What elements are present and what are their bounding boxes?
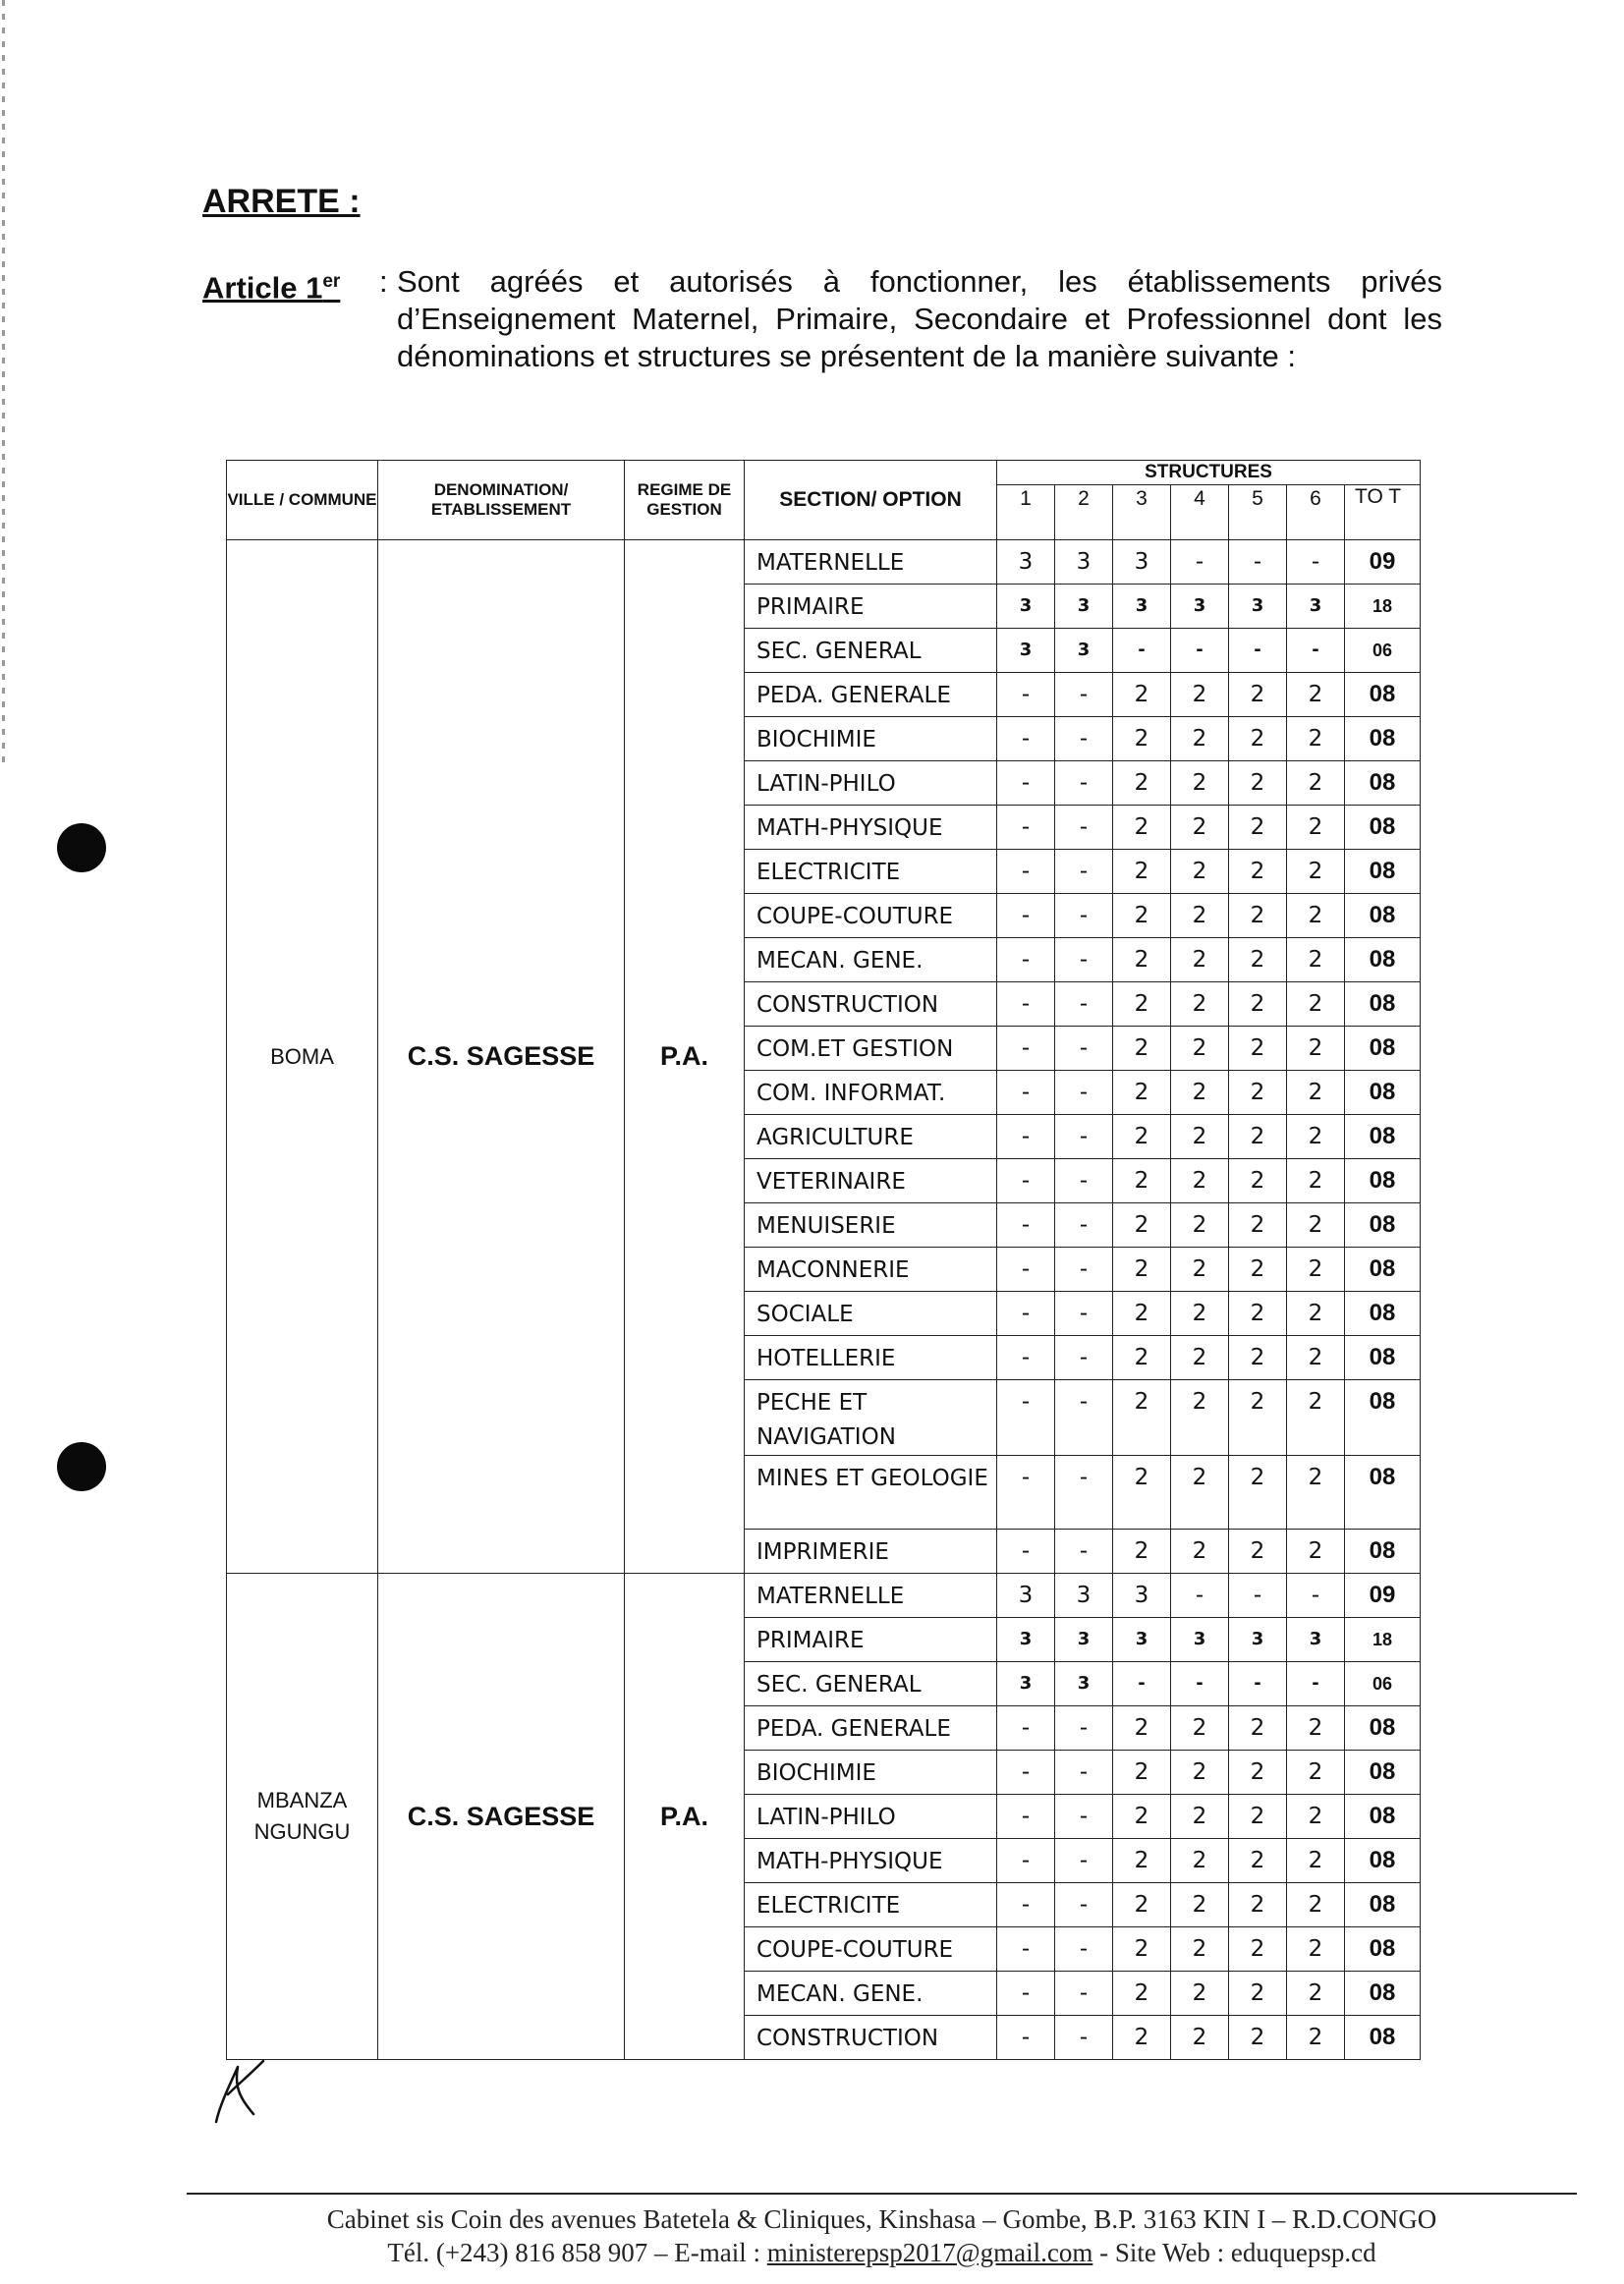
level-value: - <box>997 1839 1055 1883</box>
level-value: 3 <box>997 585 1055 629</box>
level-value: 2 <box>1171 1115 1229 1159</box>
section-option: LATIN-PHILO <box>745 761 997 806</box>
level-value: 3 <box>1287 1618 1345 1662</box>
level-value: - <box>1055 1530 1113 1574</box>
level-value: 2 <box>1171 2016 1229 2060</box>
level-value: - <box>997 1972 1055 2016</box>
article-colon: : <box>379 264 388 299</box>
level-value: 2 <box>1229 717 1287 761</box>
level-value: - <box>1055 1071 1113 1115</box>
level-value: 3 <box>997 629 1055 673</box>
level-value: - <box>1055 1159 1113 1203</box>
level-value: 2 <box>1113 1203 1171 1248</box>
section-option: PEDA. GENERALE <box>745 1706 997 1751</box>
total-value: 08 <box>1345 894 1421 938</box>
level-value: 2 <box>1113 806 1171 850</box>
section-option: PRIMAIRE <box>745 585 997 629</box>
level-value: 2 <box>1113 2016 1171 2060</box>
level-value: - <box>997 850 1055 894</box>
level-value: - <box>1055 1972 1113 2016</box>
group-ville: BOMA <box>227 540 378 1574</box>
level-value: - <box>1055 1751 1113 1795</box>
level-value: 2 <box>1171 1530 1229 1574</box>
level-value: 2 <box>1229 1530 1287 1574</box>
section-option: COUPE-COUTURE <box>745 1927 997 1972</box>
header-level: 2 <box>1055 485 1113 540</box>
level-value: 2 <box>1171 894 1229 938</box>
level-value: 2 <box>1113 1292 1171 1336</box>
total-value: 08 <box>1345 982 1421 1027</box>
level-value: 2 <box>1287 2016 1345 2060</box>
level-value: - <box>1055 2016 1113 2060</box>
section-option: MATERNELLE <box>745 540 997 585</box>
total-value: 08 <box>1345 1380 1421 1456</box>
level-value: 2 <box>1113 1795 1171 1839</box>
group-regime: P.A. <box>625 540 745 1574</box>
total-value: 08 <box>1345 806 1421 850</box>
level-value: - <box>1171 540 1229 585</box>
group-denomination: C.S. SAGESSE <box>378 540 625 1574</box>
section-option: MATERNELLE <box>745 1574 997 1618</box>
total-value: 08 <box>1345 1839 1421 1883</box>
total-value: 08 <box>1345 1292 1421 1336</box>
level-value: - <box>1055 1927 1113 1972</box>
level-value: - <box>997 1027 1055 1071</box>
level-value: 2 <box>1287 1115 1345 1159</box>
level-value: - <box>1171 629 1229 673</box>
level-value: 3 <box>997 540 1055 585</box>
header-denomination: DENOMINATION/ ETABLISSEMENT <box>378 461 625 540</box>
level-value: 2 <box>1113 894 1171 938</box>
level-value: 2 <box>1287 1159 1345 1203</box>
level-value: 2 <box>1113 1706 1171 1751</box>
level-value: 3 <box>1055 540 1113 585</box>
level-value: - <box>997 1292 1055 1336</box>
level-value: 2 <box>1229 1071 1287 1115</box>
total-value: 08 <box>1345 938 1421 982</box>
total-value: 08 <box>1345 1115 1421 1159</box>
level-value: 2 <box>1229 1248 1287 1292</box>
level-value: 2 <box>1113 1883 1171 1927</box>
level-value: 2 <box>1113 673 1171 717</box>
level-value: 2 <box>1229 806 1287 850</box>
level-value: - <box>1287 629 1345 673</box>
level-value: - <box>1055 1292 1113 1336</box>
total-value: 09 <box>1345 540 1421 585</box>
level-value: - <box>1055 1795 1113 1839</box>
level-value: 2 <box>1287 1456 1345 1530</box>
total-value: 08 <box>1345 1159 1421 1203</box>
level-value: 2 <box>1287 1706 1345 1751</box>
level-value: - <box>1229 540 1287 585</box>
level-value: 2 <box>1287 1883 1345 1927</box>
level-value: 2 <box>1287 1927 1345 1972</box>
level-value: 3 <box>1113 540 1171 585</box>
section-option: PEDA. GENERALE <box>745 673 997 717</box>
level-value: 2 <box>1113 938 1171 982</box>
level-value: 2 <box>1287 1248 1345 1292</box>
level-value: 2 <box>1229 982 1287 1027</box>
level-value: 2 <box>1171 1071 1229 1115</box>
level-value: - <box>1055 1456 1113 1530</box>
level-value: - <box>1055 806 1113 850</box>
section-option: MACONNERIE <box>745 1248 997 1292</box>
level-value: - <box>1113 1662 1171 1706</box>
total-value: 08 <box>1345 1972 1421 2016</box>
level-value: - <box>1055 1115 1113 1159</box>
section-option: ELECTRICITE <box>745 850 997 894</box>
scan-edge <box>2 0 5 766</box>
header-level: 5 <box>1229 485 1287 540</box>
level-value: 2 <box>1113 1336 1171 1380</box>
level-value: 2 <box>1113 1839 1171 1883</box>
level-value: 2 <box>1171 673 1229 717</box>
header-structures: STRUCTURES <box>997 461 1421 485</box>
section-option: ELECTRICITE <box>745 1883 997 1927</box>
section-option: COUPE-COUTURE <box>745 894 997 938</box>
level-value: 2 <box>1287 1380 1345 1456</box>
header-total: TO T <box>1345 485 1421 540</box>
level-value: - <box>1055 1883 1113 1927</box>
level-value: 2 <box>1229 1883 1287 1927</box>
total-value: 06 <box>1345 629 1421 673</box>
level-value: - <box>997 1159 1055 1203</box>
level-value: 2 <box>1229 761 1287 806</box>
level-value: 2 <box>1113 1751 1171 1795</box>
section-option: SEC. GENERAL <box>745 1662 997 1706</box>
article-text: Sont agréés et autorisés à fonctionner, les établissements privés d’Enseignement Maternel, Primaire, Secondaire et Professionnel dont les dénominations et structures se présentent de la manière suivante : <box>397 264 1442 373</box>
total-value: 08 <box>1345 761 1421 806</box>
total-value: 06 <box>1345 1662 1421 1706</box>
level-value: 2 <box>1229 1972 1287 2016</box>
level-value: 2 <box>1171 1292 1229 1336</box>
level-value: - <box>997 806 1055 850</box>
level-value: - <box>1055 717 1113 761</box>
level-value: 3 <box>1055 1662 1113 1706</box>
level-value: - <box>997 1115 1055 1159</box>
level-value: - <box>997 938 1055 982</box>
total-value: 09 <box>1345 1574 1421 1618</box>
total-value: 08 <box>1345 1530 1421 1574</box>
level-value: 2 <box>1287 1530 1345 1574</box>
level-value: - <box>1055 673 1113 717</box>
section-option: SEC. GENERAL <box>745 629 997 673</box>
level-value: 2 <box>1171 1927 1229 1972</box>
level-value: 2 <box>1229 938 1287 982</box>
level-value: - <box>997 1380 1055 1456</box>
level-value: 2 <box>1287 1839 1345 1883</box>
level-value: 2 <box>1287 850 1345 894</box>
level-value: 2 <box>1171 1027 1229 1071</box>
level-value: 2 <box>1287 1027 1345 1071</box>
level-value: 2 <box>1171 1456 1229 1530</box>
level-value: 2 <box>1171 850 1229 894</box>
level-value: 2 <box>1113 761 1171 806</box>
section-option: MATH-PHYSIQUE <box>745 806 997 850</box>
level-value: 2 <box>1229 1839 1287 1883</box>
level-value: 2 <box>1113 1159 1171 1203</box>
level-value: 2 <box>1113 1115 1171 1159</box>
level-value: 2 <box>1171 806 1229 850</box>
level-value: - <box>997 1883 1055 1927</box>
level-value: 2 <box>1113 1027 1171 1071</box>
punch-hole <box>57 1442 106 1491</box>
level-value: 2 <box>1171 1883 1229 1927</box>
section-option: MINES ET GEOLOGIE <box>745 1456 997 1530</box>
level-value: 2 <box>1229 1706 1287 1751</box>
level-value: 3 <box>1229 585 1287 629</box>
group-denomination: C.S. SAGESSE <box>378 1574 625 2060</box>
group-regime: P.A. <box>625 1574 745 2060</box>
footer-contact: Tél. (+243) 816 858 907 – E-mail : ministerepsp2017@gmail.com - Site Web : eduquepsp.cd <box>387 2238 1376 2267</box>
table-row <box>227 540 1421 585</box>
level-value: 2 <box>1171 938 1229 982</box>
level-value: 2 <box>1229 1927 1287 1972</box>
level-value: - <box>1055 938 1113 982</box>
level-value: 2 <box>1229 1203 1287 1248</box>
level-value: 2 <box>1113 1071 1171 1115</box>
level-value: - <box>997 982 1055 1027</box>
level-value: - <box>997 1927 1055 1972</box>
total-value: 18 <box>1345 1618 1421 1662</box>
level-value: 3 <box>1287 585 1345 629</box>
level-value: 2 <box>1113 1530 1171 1574</box>
total-value: 08 <box>1345 2016 1421 2060</box>
level-value: 2 <box>1229 1751 1287 1795</box>
level-value: 2 <box>1229 1115 1287 1159</box>
level-value: 2 <box>1229 673 1287 717</box>
header-level: 1 <box>997 485 1055 540</box>
section-option: MENUISERIE <box>745 1203 997 1248</box>
level-value: - <box>1055 1706 1113 1751</box>
section-option: SOCIALE <box>745 1292 997 1336</box>
level-value: - <box>997 1456 1055 1530</box>
level-value: 2 <box>1287 806 1345 850</box>
level-value: 2 <box>1229 1380 1287 1456</box>
level-value: 3 <box>1055 1618 1113 1662</box>
section-option: MATH-PHYSIQUE <box>745 1839 997 1883</box>
structures-table <box>226 460 1421 2060</box>
footer-email[interactable]: ministerepsp2017@gmail.com <box>766 2238 1093 2267</box>
level-value: - <box>1055 1839 1113 1883</box>
level-value: - <box>1229 1662 1287 1706</box>
level-value: 2 <box>1287 982 1345 1027</box>
level-value: 3 <box>1055 585 1113 629</box>
total-value: 08 <box>1345 1883 1421 1927</box>
section-option: COM. INFORMAT. <box>745 1071 997 1115</box>
level-value: 2 <box>1171 1203 1229 1248</box>
level-value: 3 <box>997 1574 1055 1618</box>
punch-hole <box>57 823 106 872</box>
level-value: - <box>1055 761 1113 806</box>
level-value: 2 <box>1287 1972 1345 2016</box>
level-value: - <box>1113 629 1171 673</box>
total-value: 08 <box>1345 673 1421 717</box>
header-regime: REGIME DE GESTION <box>625 461 745 540</box>
level-value: - <box>1287 1574 1345 1618</box>
total-value: 08 <box>1345 1751 1421 1795</box>
footer-address: Cabinet sis Coin des avenues Batetela & Cliniques, Kinshasa – Gombe, B.P. 3163 KIN I – R.D.CONGO <box>326 2204 1437 2234</box>
paraph-mark <box>208 2055 267 2126</box>
level-value: 3 <box>1113 1574 1171 1618</box>
header-level: 4 <box>1171 485 1229 540</box>
level-value: - <box>1229 1574 1287 1618</box>
total-value: 08 <box>1345 1706 1421 1751</box>
total-value: 08 <box>1345 850 1421 894</box>
header-section: SECTION/ OPTION <box>745 461 997 540</box>
level-value: 2 <box>1287 1292 1345 1336</box>
level-value: 3 <box>1171 585 1229 629</box>
section-option: BIOCHIMIE <box>745 717 997 761</box>
header-level: 3 <box>1113 485 1171 540</box>
level-value: - <box>997 1795 1055 1839</box>
level-value: 2 <box>1287 894 1345 938</box>
section-option: CONSTRUCTION <box>745 2016 997 2060</box>
total-value: 08 <box>1345 1927 1421 1972</box>
level-value: - <box>997 1706 1055 1751</box>
level-value: 3 <box>1229 1618 1287 1662</box>
total-value: 08 <box>1345 1248 1421 1292</box>
level-value: 2 <box>1229 1292 1287 1336</box>
level-value: 2 <box>1229 1336 1287 1380</box>
level-value: 2 <box>1171 1839 1229 1883</box>
level-value: - <box>997 761 1055 806</box>
total-value: 08 <box>1345 1456 1421 1530</box>
article-1 <box>202 263 1442 375</box>
level-value: 2 <box>1113 1456 1171 1530</box>
level-value: 2 <box>1287 1751 1345 1795</box>
level-value: 2 <box>1229 1795 1287 1839</box>
level-value: - <box>1229 629 1287 673</box>
section-option: MECAN. GENE. <box>745 938 997 982</box>
level-value: - <box>1055 1203 1113 1248</box>
level-value: 3 <box>1055 629 1113 673</box>
section-option: MECAN. GENE. <box>745 1972 997 2016</box>
level-value: 2 <box>1287 717 1345 761</box>
level-value: 2 <box>1229 894 1287 938</box>
level-value: 3 <box>1055 1574 1113 1618</box>
level-value: 2 <box>1171 1248 1229 1292</box>
level-value: 2 <box>1113 982 1171 1027</box>
section-option: CONSTRUCTION <box>745 982 997 1027</box>
level-value: - <box>1055 850 1113 894</box>
level-value: - <box>1171 1574 1229 1618</box>
level-value: 3 <box>1171 1618 1229 1662</box>
section-option: COM.ET GESTION <box>745 1027 997 1071</box>
level-value: - <box>997 1248 1055 1292</box>
total-value: 18 <box>1345 585 1421 629</box>
level-value: 3 <box>1113 1618 1171 1662</box>
level-value: 2 <box>1171 1706 1229 1751</box>
level-value: 2 <box>1287 761 1345 806</box>
section-option: LATIN-PHILO <box>745 1795 997 1839</box>
level-value: 2 <box>1171 1795 1229 1839</box>
section-option: BIOCHIMIE <box>745 1751 997 1795</box>
level-value: 2 <box>1113 717 1171 761</box>
level-value: 2 <box>1229 2016 1287 2060</box>
level-value: 3 <box>997 1662 1055 1706</box>
level-value: 2 <box>1287 1071 1345 1115</box>
level-value: - <box>1055 894 1113 938</box>
level-value: 2 <box>1113 850 1171 894</box>
level-value: - <box>997 1530 1055 1574</box>
total-value: 08 <box>1345 1071 1421 1115</box>
total-value: 08 <box>1345 1336 1421 1380</box>
level-value: 3 <box>1113 585 1171 629</box>
level-value: 2 <box>1171 717 1229 761</box>
section-option: PECHE ET NAVIGATION <box>745 1380 997 1456</box>
level-value: 2 <box>1229 1027 1287 1071</box>
level-value: - <box>997 1751 1055 1795</box>
level-value: 2 <box>1171 1380 1229 1456</box>
decree-heading: ARRETE : <box>202 183 361 220</box>
header-level: 6 <box>1287 485 1345 540</box>
level-value: 2 <box>1171 761 1229 806</box>
level-value: - <box>1287 540 1345 585</box>
header-ville: VILLE / COMMUNE <box>227 461 378 540</box>
level-value: 2 <box>1113 1927 1171 1972</box>
total-value: 08 <box>1345 717 1421 761</box>
level-value: - <box>1055 982 1113 1027</box>
group-ville: MBANZA NGUNGU <box>227 1574 378 2060</box>
section-option: IMPRIMERIE <box>745 1530 997 1574</box>
level-value: - <box>997 2016 1055 2060</box>
section-option: AGRICULTURE <box>745 1115 997 1159</box>
level-value: 2 <box>1113 1972 1171 2016</box>
level-value: 2 <box>1287 1203 1345 1248</box>
level-value: 2 <box>1287 938 1345 982</box>
section-option: PRIMAIRE <box>745 1618 997 1662</box>
level-value: 2 <box>1287 1336 1345 1380</box>
level-value: - <box>997 1071 1055 1115</box>
total-value: 08 <box>1345 1795 1421 1839</box>
level-value: 2 <box>1171 982 1229 1027</box>
level-value: 2 <box>1171 1336 1229 1380</box>
level-value: - <box>997 717 1055 761</box>
total-value: 08 <box>1345 1027 1421 1071</box>
level-value: - <box>997 1203 1055 1248</box>
level-value: - <box>1055 1248 1113 1292</box>
level-value: - <box>1055 1380 1113 1456</box>
level-value: - <box>997 1336 1055 1380</box>
table-row <box>227 1574 1421 1618</box>
total-value: 08 <box>1345 1203 1421 1248</box>
level-value: 2 <box>1229 1456 1287 1530</box>
footer-divider <box>187 2193 1577 2195</box>
section-option: VETERINAIRE <box>745 1159 997 1203</box>
section-option: HOTELLERIE <box>745 1336 997 1380</box>
level-value: 2 <box>1113 1380 1171 1456</box>
level-value: 3 <box>997 1618 1055 1662</box>
level-value: 2 <box>1171 1972 1229 2016</box>
level-value: 2 <box>1171 1751 1229 1795</box>
footer <box>187 2202 1577 2269</box>
level-value: 2 <box>1287 1795 1345 1839</box>
level-value: - <box>997 894 1055 938</box>
level-value: 2 <box>1287 673 1345 717</box>
level-value: - <box>1055 1027 1113 1071</box>
level-value: 2 <box>1229 1159 1287 1203</box>
level-value: - <box>1055 1336 1113 1380</box>
level-value: - <box>1171 1662 1229 1706</box>
article-label: Article 1er <box>202 270 341 306</box>
level-value: 2 <box>1113 1248 1171 1292</box>
level-value: 2 <box>1171 1159 1229 1203</box>
level-value: - <box>1287 1662 1345 1706</box>
level-value: - <box>997 673 1055 717</box>
level-value: 2 <box>1229 850 1287 894</box>
